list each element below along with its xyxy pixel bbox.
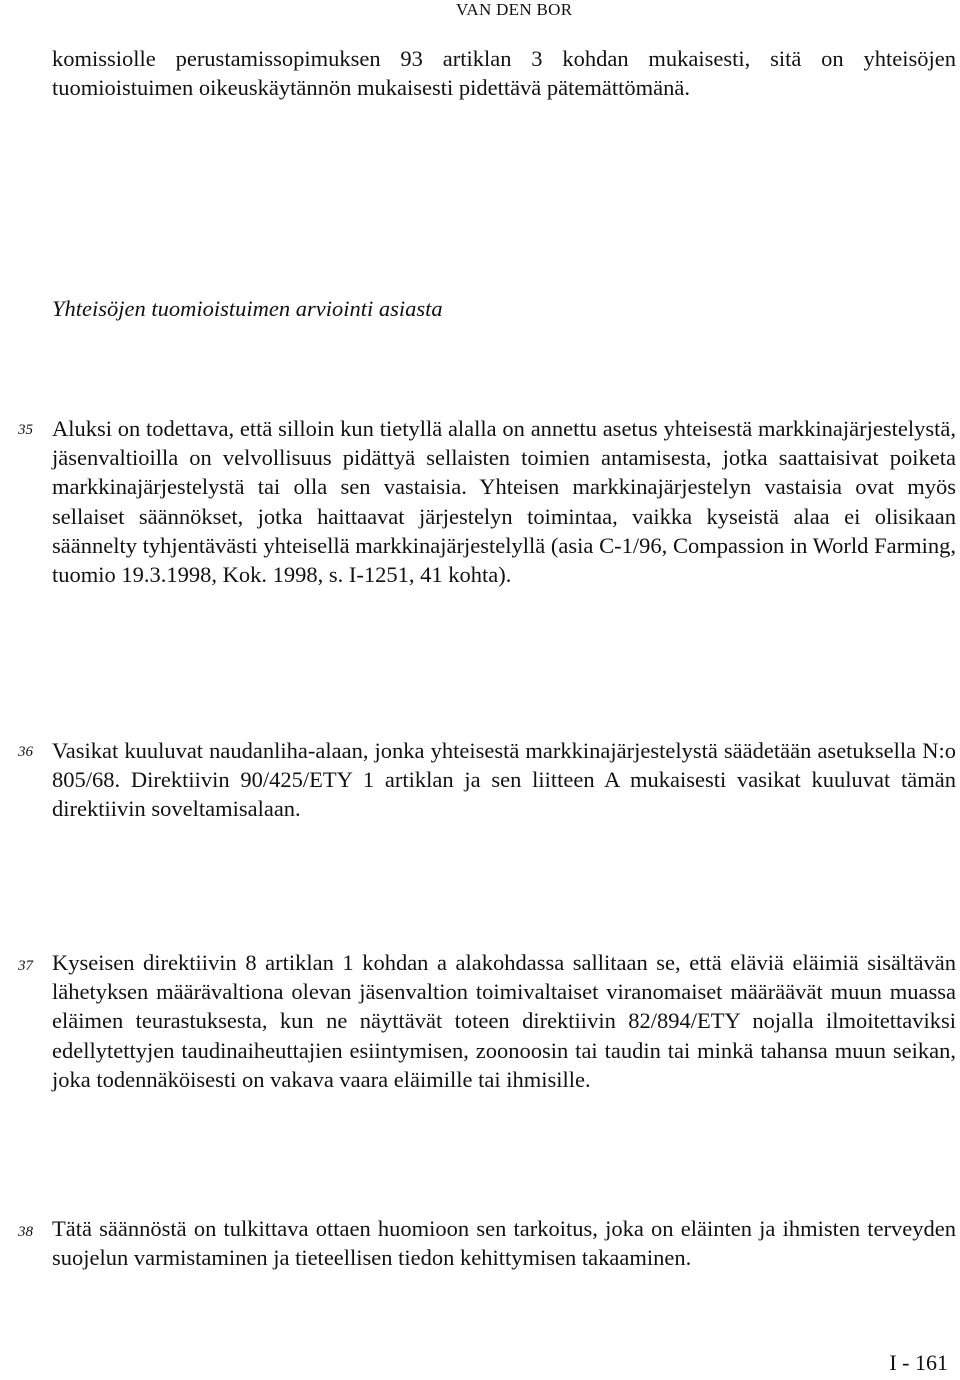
running-header: VAN DEN BOR bbox=[456, 0, 573, 19]
paragraph-38-text: Tätä säännöstä on tulkittava ottaen huomioon sen tarkoitus, joka on eläinten ja ihmisten terveyden suojelun varmistaminen ja tieteellisen tiedon kehittymisen takaaminen. bbox=[52, 1216, 956, 1271]
paragraph-38 bbox=[52, 1214, 956, 1272]
paragraph-37 bbox=[52, 948, 956, 1094]
paragraph-number-35: 35 bbox=[18, 422, 33, 438]
paragraph-number-36: 36 bbox=[18, 744, 33, 760]
paragraph-number-37: 37 bbox=[18, 958, 33, 974]
intro-paragraph-text: komissiolle perustamissopimuksen 93 artiklan 3 kohdan mukaisesti, sitä on yhteisöjen tuomioistuimen oikeuskäytännön mukaisesti pidettävä pätemättömänä. bbox=[52, 46, 956, 101]
paragraph-36-text: Vasikat kuuluvat naudanliha-alaan, jonka yhteisestä markkinajärjestelystä säädetään asetuksella N:o 805/68. Direktiivin 90/425/ETY 1 artiklan ja sen liitteen A mukaisesti vasikat kuuluvat tämän direktiivin soveltamisalaan. bbox=[52, 738, 956, 822]
page-number: I - 161 bbox=[889, 1350, 948, 1375]
paragraph-37-text: Kyseisen direktiivin 8 artiklan 1 kohdan a alakohdassa sallitaan se, että eläviä eläimiä sisältävän lähetyksen määrävaltiona olevan jäsenvaltion toimivaltaiset viranomaiset määräävät muun muassa eläimen teurastuksesta, kun ne näyttävät toteen direktiivin 82/894/ETY nojalla ilmoitettaviksi edellytettyjen taudinaiheuttajien esiintymisen, zoonoosin tai taudin tai minkä tahansa muun seikan, joka todennäköisesti on vakava vaara eläimille tai ihmisille. bbox=[52, 950, 956, 1092]
paragraph-36 bbox=[52, 736, 956, 824]
paragraph-35-text: Aluksi on todettava, että silloin kun tietyllä alalla on annettu asetus yhteisestä markkinajärjestelystä, jäsenvaltioilla on velvollisuus pidättyä sellaisten toimien antamisesta, jotka saattaisivat poiketa markkinajärjestelystä tai olla sen vastaisia. Yhteisen markkinajärjestelyn vastaisia ovat myös sellaiset säännökset, jotka haittaavat järjestelyn toimintaa, vaikka kyseistä alaa ei olisikaan säännelty tyhjentävästi yhteisellä markkinajärjestelyllä (asia C-1/96, Compassion in World Farming, tuomio 19.3.1998, Kok. 1998, s. I-1251, 41 kohta). bbox=[52, 416, 956, 588]
intro-paragraph bbox=[52, 44, 956, 102]
paragraph-number-38: 38 bbox=[18, 1224, 33, 1240]
section-title: Yhteisöjen tuomioistuimen arviointi asiasta bbox=[52, 296, 443, 321]
paragraph-35 bbox=[52, 414, 956, 589]
